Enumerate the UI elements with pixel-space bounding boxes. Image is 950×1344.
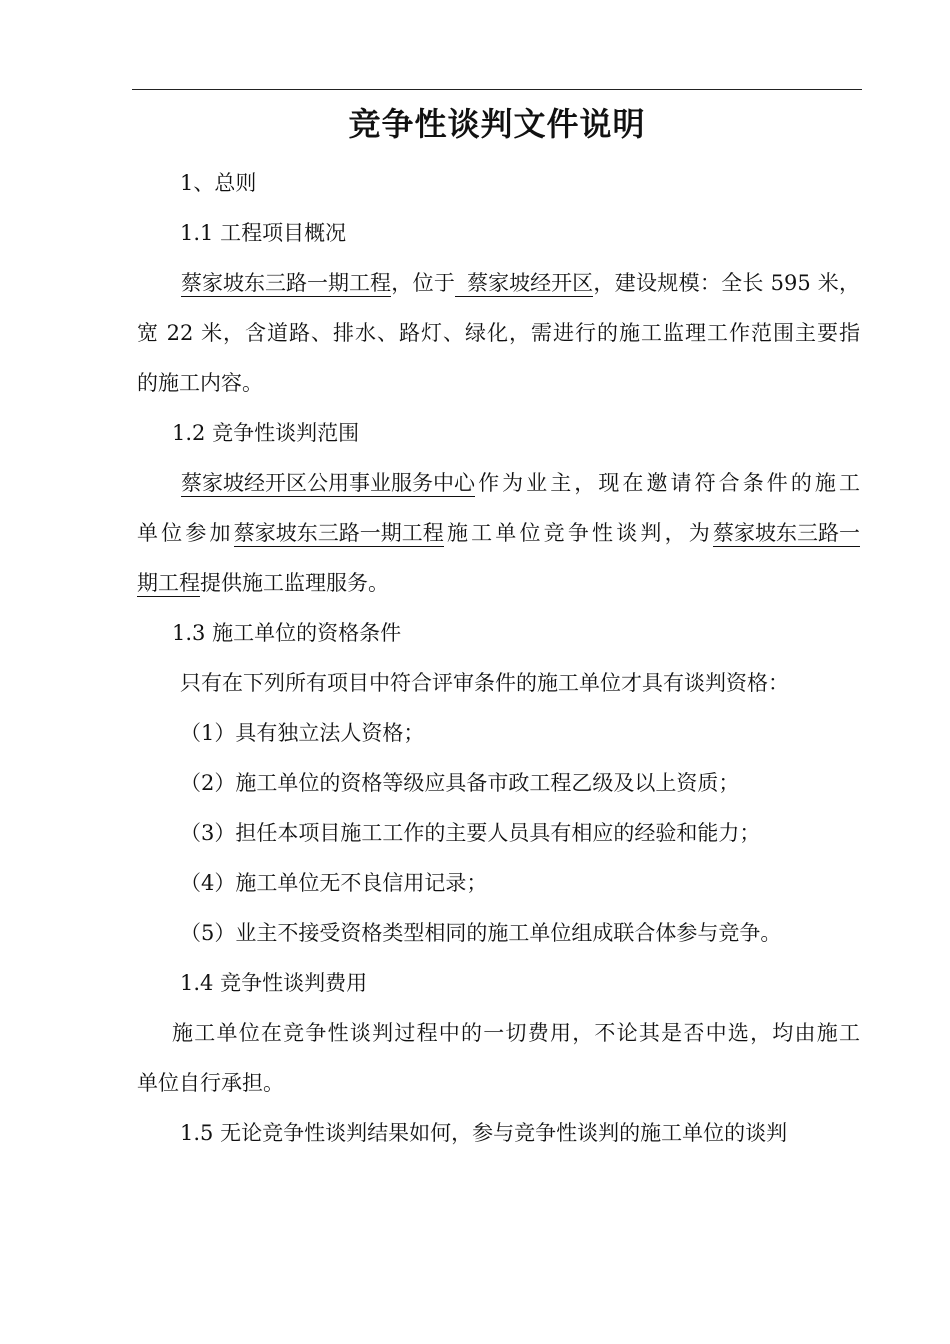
- section-1-3-heading: 1.3 施工单位的资格条件: [172, 621, 402, 645]
- project-name-underlined: 蔡家坡东三路一: [713, 521, 860, 545]
- qualification-intro: 只有在下列所有项目中符合评审条件的施工单位才具有谈判资格：: [180, 671, 789, 695]
- project-name-underlined: 期工程: [137, 571, 200, 595]
- qualification-item: （5）业主不接受资格类型相同的施工单位组成联合体参与竞争。: [180, 921, 782, 945]
- section-1-5-text: 1.5 无论竞争性谈判结果如何，参与竞争性谈判的施工单位的谈判: [180, 1121, 788, 1145]
- paragraph-4-line-2: 单位自行承担。: [137, 1071, 284, 1095]
- section-1-heading: 1、总则: [180, 171, 257, 195]
- paragraph-1-line-1: 蔡家坡东三路一期工程，位于 蔡家坡经开区，建设规模：全长 595 米，: [181, 271, 860, 295]
- qualification-item: （4）施工单位无不良信用记录；: [180, 871, 488, 895]
- section-1-1-heading: 1.1 工程项目概况: [180, 221, 347, 245]
- project-name-underlined: 蔡家坡东三路一期工程: [233, 521, 444, 545]
- header-rule: [132, 89, 862, 90]
- paragraph-2-line-3: 期工程提供施工监理服务。: [137, 571, 389, 595]
- paragraph-1-line-3: 的施工内容。: [137, 371, 263, 395]
- district-underlined: 蔡家坡经开区: [455, 270, 593, 297]
- paragraph-2-line-2: 单位参加蔡家坡东三路一期工程施工单位竞争性谈判，为蔡家坡东三路一: [137, 521, 860, 545]
- qualification-item: （1）具有独立法人资格；: [180, 721, 425, 745]
- paragraph-4-line-1: 施工单位在竞争性谈判过程中的一切费用，不论其是否中选，均由施工: [172, 1021, 860, 1045]
- owner-underlined: 蔡家坡经开区公用事业服务中心: [181, 471, 475, 495]
- project-name-underlined: 蔡家坡东三路一期工程: [181, 271, 391, 295]
- document-title: 竞争性谈判文件说明: [348, 105, 646, 143]
- paragraph-2-line-1: 蔡家坡经开区公用事业服务中心作为业主，现在邀请符合条件的施工: [181, 471, 860, 495]
- section-1-4-heading: 1.4 竞争性谈判费用: [180, 971, 368, 995]
- paragraph-1-line-2: 宽 22 米，含道路、排水、路灯、绿化，需进行的施工监理工作范围主要指: [137, 321, 860, 345]
- qualification-item: （2）施工单位的资格等级应具备市政工程乙级及以上资质；: [180, 771, 740, 795]
- qualification-item: （3）担任本项目施工工作的主要人员具有相应的经验和能力；: [180, 821, 761, 845]
- section-1-2-heading: 1.2 竞争性谈判范围: [172, 421, 360, 445]
